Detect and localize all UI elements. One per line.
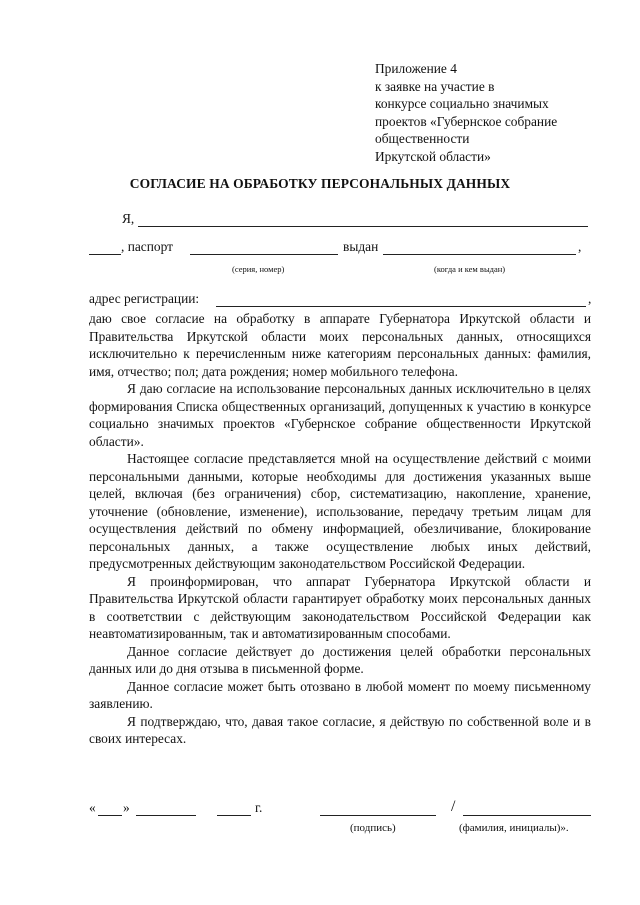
signature-hint: (подпись) [350, 822, 396, 834]
passport-number-blank[interactable] [190, 254, 338, 255]
appendix-line: общественности [375, 131, 470, 146]
name-continuation-blank[interactable] [89, 254, 121, 255]
date-day-blank[interactable] [98, 815, 122, 816]
series-number-hint: (серия, номер) [232, 264, 285, 274]
address-comma: , [588, 291, 592, 306]
appendix-line: проектов «Губернское собрание [375, 113, 558, 129]
issued-hint: (когда и кем выдан) [434, 264, 506, 274]
actions-paragraph: Настоящее согласие представляется мной на осуществление действий с моими персональными данными, которые необходимы для достижения указанных выше целей, включая (без ограничения) сбор, систематизацию, накопление, хранение, уточнение (обновление, изменение), использование, передачу третьим лицам для осуществления действий по обмену информацией, обезличивание, блокирование персональных данных, а также осуществление любых иных действий, предусмотренных действующим законодательством Российской Федерации. [89, 451, 591, 571]
issued-comma: , [578, 239, 582, 254]
document-title: СОГЛАСИЕ НА ОБРАБОТКУ ПЕРСОНАЛЬНЫХ ДАННЫХ [129, 176, 511, 191]
consent-paragraph: даю свое согласие на обработку в аппарате Губернатора Иркутской области и Правительства Иркутской области моих персональных данных, относящихся исключительно к перечисленным ниже категориям персональных данных: фамилия, имя, отчество; пол; дата рождения; номер мобильного телефона. [89, 311, 591, 379]
address-blank[interactable] [216, 306, 586, 307]
issued-label: выдан [343, 239, 379, 254]
consent-body [89, 310, 591, 748]
informed-paragraph: Я проинформирован, что аппарат Губернатора Иркутской области и Правительства Иркутской области гарантирует обработку моих персональных данных в соответствии с действующим законодательством Российской Федерации как неавтоматизированным, так и автоматизированным способами. [89, 573, 591, 641]
issued-by-blank[interactable] [383, 254, 576, 255]
passport-label: , паспорт [121, 239, 173, 254]
date-quote-close: » [123, 800, 130, 815]
year-suffix: г. [255, 800, 263, 815]
purpose-paragraph: Я даю согласие на использование персональных данных исключительно в целях формирования Списка общественных организаций, допущенных к участию в конкурсе социально значимых проектов «Губернское собрание общественности Иркутской области». [89, 381, 591, 449]
date-month-blank[interactable] [136, 815, 196, 816]
signature-blank[interactable] [320, 815, 436, 816]
appendix-line: конкурсе социально значимых [375, 96, 549, 111]
address-label: адрес регистрации: [89, 291, 200, 306]
i-label: Я, [122, 211, 135, 226]
date-quote-open: « [89, 800, 96, 815]
appendix-line: Иркутской области» [375, 148, 491, 164]
appendix-line: к заявке на участие в [375, 78, 495, 94]
validity-paragraph: Данное согласие действует до достижения целей обработки персональных данных или до дня отзыва в письменной форме. [89, 643, 591, 676]
full-name-blank[interactable] [138, 226, 588, 227]
date-year-blank[interactable] [217, 815, 251, 816]
revocation-paragraph: Данное согласие может быть отозвано в любой момент по моему письменному заявлению. [89, 678, 591, 711]
name-initials-hint: (фамилия, инициалы)». [459, 822, 569, 834]
full-name-initials-blank[interactable] [463, 815, 591, 816]
confirmation-paragraph: Я подтверждаю, что, давая такое согласие, я действую по собственной воле и в своих интересах. [89, 713, 591, 746]
appendix-note [375, 60, 625, 165]
appendix-line: Приложение 4 [375, 61, 457, 76]
signature-slash: / [451, 798, 456, 815]
